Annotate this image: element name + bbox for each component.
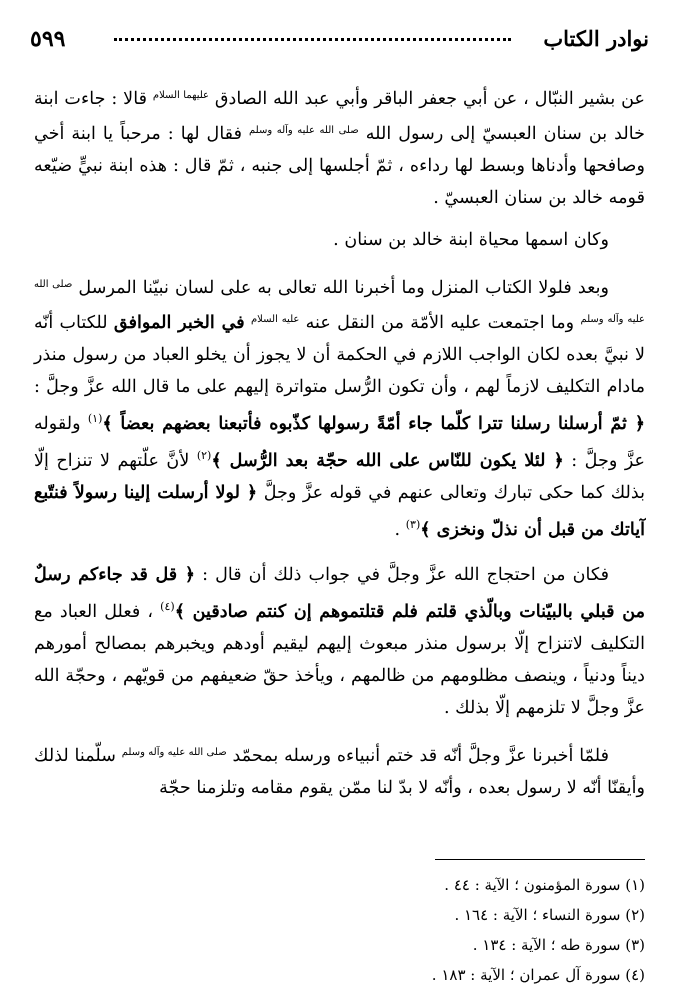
paragraph-4: فكان من احتجاج الله عزَّ وجلَّ في جواب ذلك أن قال : ﴿ قل قد جاءكم رسلٌ من قبلي بالبيّنات وبالّذي قلتم فلم قتلتموهم إن كنتم صادقين ﴾$^{(٤)}$ ، فعلل العباد مع التكليف لاتنزاح إلّا برسول منذر مبعوث إليهم ليقيم أودهم ويخبرهم بمصالح أمورهم ديناً ودنياً ، وينصف مظلومهم من ظالمهم ، ويأخذ حقّ ضعيفهم من قويّهم ، وحجّة الله عزَّ وجلَّ لا تلزمهم إلّا بذلك . xyxy=(34,564,646,718)
footnote-ref: (٤) xyxy=(160,600,175,613)
paragraph-3: وبعد فلولا الكتاب المنزل وما أخبرنا الله تعالى به على لسان نبيّنا المرسل $^{صلى الله عليه وآله وسلم}$ وما اجتمعت عليه الأمّة من النقل عنه $^{عليه السلام}$ في الخبر الموافق للكتاب أنّه لا نبيَّ بعده لكان الواجب اللازم في الحكمة أن لا يجوز أن يخلو العباد من رسول منذر مادام التكليف لازماً لهم ، وأن تكون الرُّسل متواترة إليهم على ما قال الله عزَّ وجلَّ : ﴿ ثمّ أرسلنا رسلنا تترا كلّما جاء أمّةً رسولها كذّبوه فأتبعنا بعضهم بعضاً ﴾$^{(١)}$ ولقوله عزَّ وجلَّ : ﴿ لئلا يكون للنّاس على الله حجّة بعد الرُّسل ﴾$^{(٢)}$ لأنَّ علّتهم لا تنزاح إلّا بذلك كما حكى تبارك وتعالى عنهم في قوله عزَّ وجلَّ ﴿ لولا أرسلت إلينا رسولاً فنتّبع آياتك من قبل أن نذلّ ونخزى ﴾$^{(٣)}$ . xyxy=(34,278,646,540)
footnote-ref: (١) xyxy=(87,412,103,425)
footnote-ref: (٢) xyxy=(196,449,212,462)
footnote-4: (٤) سورة آل عمران ؛ الآية : ١٨٣ . xyxy=(431,966,645,984)
honorific-glyph: صلى الله عليه وآله وسلم xyxy=(34,279,645,325)
footnote-3: (٣) سورة طه ؛ الآية : ١٣٤ . xyxy=(472,936,645,954)
honorific-glyph: عليه السلام xyxy=(250,314,300,325)
paragraph-5: فلمّا أخبرنا عزَّ وجلَّ أنّه قد ختم أنبياءه ورسله بمحمّد $^{صلى الله عليه وآله وسلم}$ سلّمنا لذلك وأيقنّا أنّه لا رسول بعده ، وأنّه لا بدّ لنا ممّن يقوم مقامه وتلزمنا حجّة xyxy=(34,746,645,798)
running-title: نوادر الكتاب xyxy=(543,26,649,51)
quran-quote: ﴿ لئلا يكون للنّاس على الله حجّة بعد الرُّسل ﴾ xyxy=(211,450,564,471)
footnote-1: (١) سورة المؤمنون ؛ الآية : ٤٤ . xyxy=(444,876,645,894)
honorific-glyph: عليهما السلام xyxy=(152,90,209,101)
page-number: ٥٩٩ xyxy=(30,26,66,52)
quran-quote: ﴿ لولا أرسلت إلينا رسولاً فنتّبع آياتك من قبل أن نذلّ ونخزى ﴾ xyxy=(34,482,645,540)
main-text xyxy=(34,80,645,804)
paragraph-1: عن بشير النبّال ، عن أبي جعفر الباقر وأبي عبد الله الصادق $^{عليهما السلام}$ قالا : جاءت ابنة خالد بن سنان العبسيّ إلى رسول الله $^{صلى الله عليه وآله وسلم}$ فقال لها : مرحباً يا ابنة أخي وصافحها وأدناها وبسط لها رداءه ، ثمّ أجلسها إلى جنبه ، ثمّ قال : هذه ابنة نبيٍّ ضيّعه قومه خالد بن سنان العبسيّ . xyxy=(34,89,646,208)
dotted-leader xyxy=(114,38,511,41)
page-header xyxy=(30,20,649,60)
footnote-2: (٢) سورة النساء ؛ الآية : ١٦٤ . xyxy=(454,906,645,924)
honorific-glyph: صلى الله عليه وآله وسلم xyxy=(121,747,227,758)
footnote-separator xyxy=(435,859,645,860)
footnotes xyxy=(34,870,645,990)
paragraph-2: وكان اسمها محياة ابنة خالد بن سنان . xyxy=(333,230,609,250)
quran-quote: ﴿ ثمّ أرسلنا رسلنا تترا كلّما جاء أمّةً رسولها كذّبوه فأتبعنا بعضهم بعضاً ﴾ xyxy=(102,413,646,434)
highlighted-text: في الخبر الموافق xyxy=(113,312,245,333)
honorific-glyph: صلى الله عليه وآله وسلم xyxy=(248,125,359,136)
footnote-ref: (٣) xyxy=(405,518,421,531)
quran-quote: ﴿ قل قد جاءكم رسلٌ من قبلي بالبيّنات وبالّذي قلتم فلم قتلتموهم إن كنتم صادقين ﴾ xyxy=(34,564,646,622)
